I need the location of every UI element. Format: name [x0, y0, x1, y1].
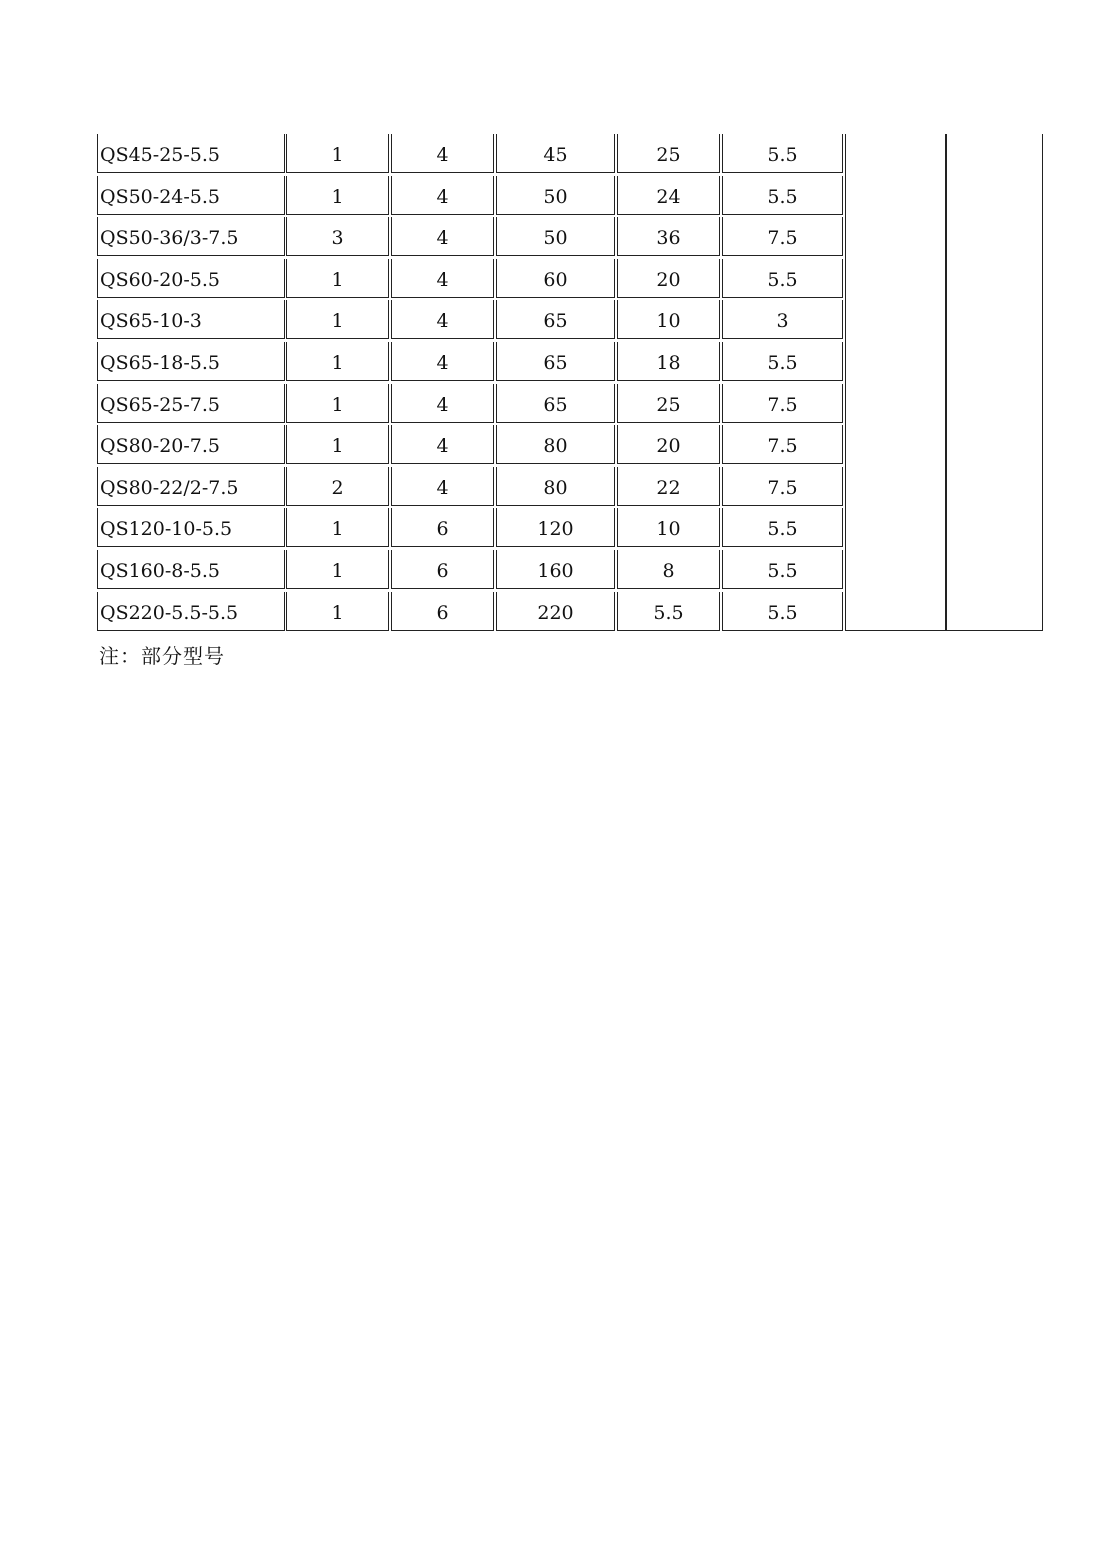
value-cell: 5.5 [722, 259, 843, 298]
value-cell: 120 [496, 508, 615, 547]
value-cell: 7.5 [722, 425, 843, 464]
value-cell: 4 [391, 217, 494, 256]
model-cell: QS65-25-7.5 [97, 384, 285, 423]
value-cell: 45 [496, 134, 615, 173]
value-cell: 160 [496, 550, 615, 589]
value-cell: 1 [286, 300, 389, 339]
value-cell: 5.5 [722, 592, 843, 631]
value-cell: 18 [617, 342, 720, 381]
value-cell: 60 [496, 259, 615, 298]
model-cell: QS80-20-7.5 [97, 425, 285, 464]
value-cell: 4 [391, 342, 494, 381]
value-cell: 5.5 [722, 550, 843, 589]
value-cell: 6 [391, 592, 494, 631]
value-cell: 65 [496, 300, 615, 339]
value-cell: 6 [391, 550, 494, 589]
value-cell: 1 [286, 176, 389, 215]
value-cell: 25 [617, 134, 720, 173]
value-cell: 4 [391, 300, 494, 339]
value-cell: 5.5 [722, 508, 843, 547]
value-cell: 10 [617, 300, 720, 339]
value-cell: 6 [391, 508, 494, 547]
value-cell: 4 [391, 134, 494, 173]
value-cell: 3 [722, 300, 843, 339]
value-cell: 5.5 [722, 176, 843, 215]
value-cell: 80 [496, 425, 615, 464]
model-cell: QS60-20-5.5 [97, 259, 285, 298]
value-cell: 36 [617, 217, 720, 256]
value-cell: 1 [286, 550, 389, 589]
value-cell: 5.5 [722, 342, 843, 381]
model-cell: QS120-10-5.5 [97, 508, 285, 547]
value-cell: 10 [617, 508, 720, 547]
value-cell: 7.5 [722, 384, 843, 423]
blank-column-8 [946, 134, 1043, 631]
value-cell: 3 [286, 217, 389, 256]
value-cell: 4 [391, 384, 494, 423]
value-cell: 65 [496, 342, 615, 381]
model-cell: QS80-22/2-7.5 [97, 467, 285, 506]
value-cell: 4 [391, 259, 494, 298]
value-cell: 50 [496, 217, 615, 256]
value-cell: 220 [496, 592, 615, 631]
model-cell: QS220-5.5-5.5 [97, 592, 285, 631]
value-cell: 1 [286, 508, 389, 547]
value-cell: 1 [286, 259, 389, 298]
value-cell: 65 [496, 384, 615, 423]
model-cell: QS65-10-3 [97, 300, 285, 339]
model-cell: QS50-24-5.5 [97, 176, 285, 215]
model-cell: QS160-8-5.5 [97, 550, 285, 589]
value-cell: 1 [286, 384, 389, 423]
value-cell: 4 [391, 176, 494, 215]
value-cell: 20 [617, 425, 720, 464]
value-cell: 7.5 [722, 467, 843, 506]
value-cell: 50 [496, 176, 615, 215]
table-note: 注：部分型号 [99, 644, 225, 668]
value-cell: 80 [496, 467, 615, 506]
value-cell: 1 [286, 342, 389, 381]
value-cell: 4 [391, 425, 494, 464]
value-cell: 22 [617, 467, 720, 506]
value-cell: 5.5 [722, 134, 843, 173]
value-cell: 1 [286, 592, 389, 631]
value-cell: 7.5 [722, 217, 843, 256]
value-cell: 1 [286, 425, 389, 464]
value-cell: 20 [617, 259, 720, 298]
value-cell: 5.5 [617, 592, 720, 631]
blank-column-7 [845, 134, 946, 631]
value-cell: 25 [617, 384, 720, 423]
model-cell: QS65-18-5.5 [97, 342, 285, 381]
model-cell: QS50-36/3-7.5 [97, 217, 285, 256]
value-cell: 2 [286, 467, 389, 506]
model-cell: QS45-25-5.5 [97, 134, 285, 173]
value-cell: 4 [391, 467, 494, 506]
value-cell: 24 [617, 176, 720, 215]
value-cell: 8 [617, 550, 720, 589]
value-cell: 1 [286, 134, 389, 173]
